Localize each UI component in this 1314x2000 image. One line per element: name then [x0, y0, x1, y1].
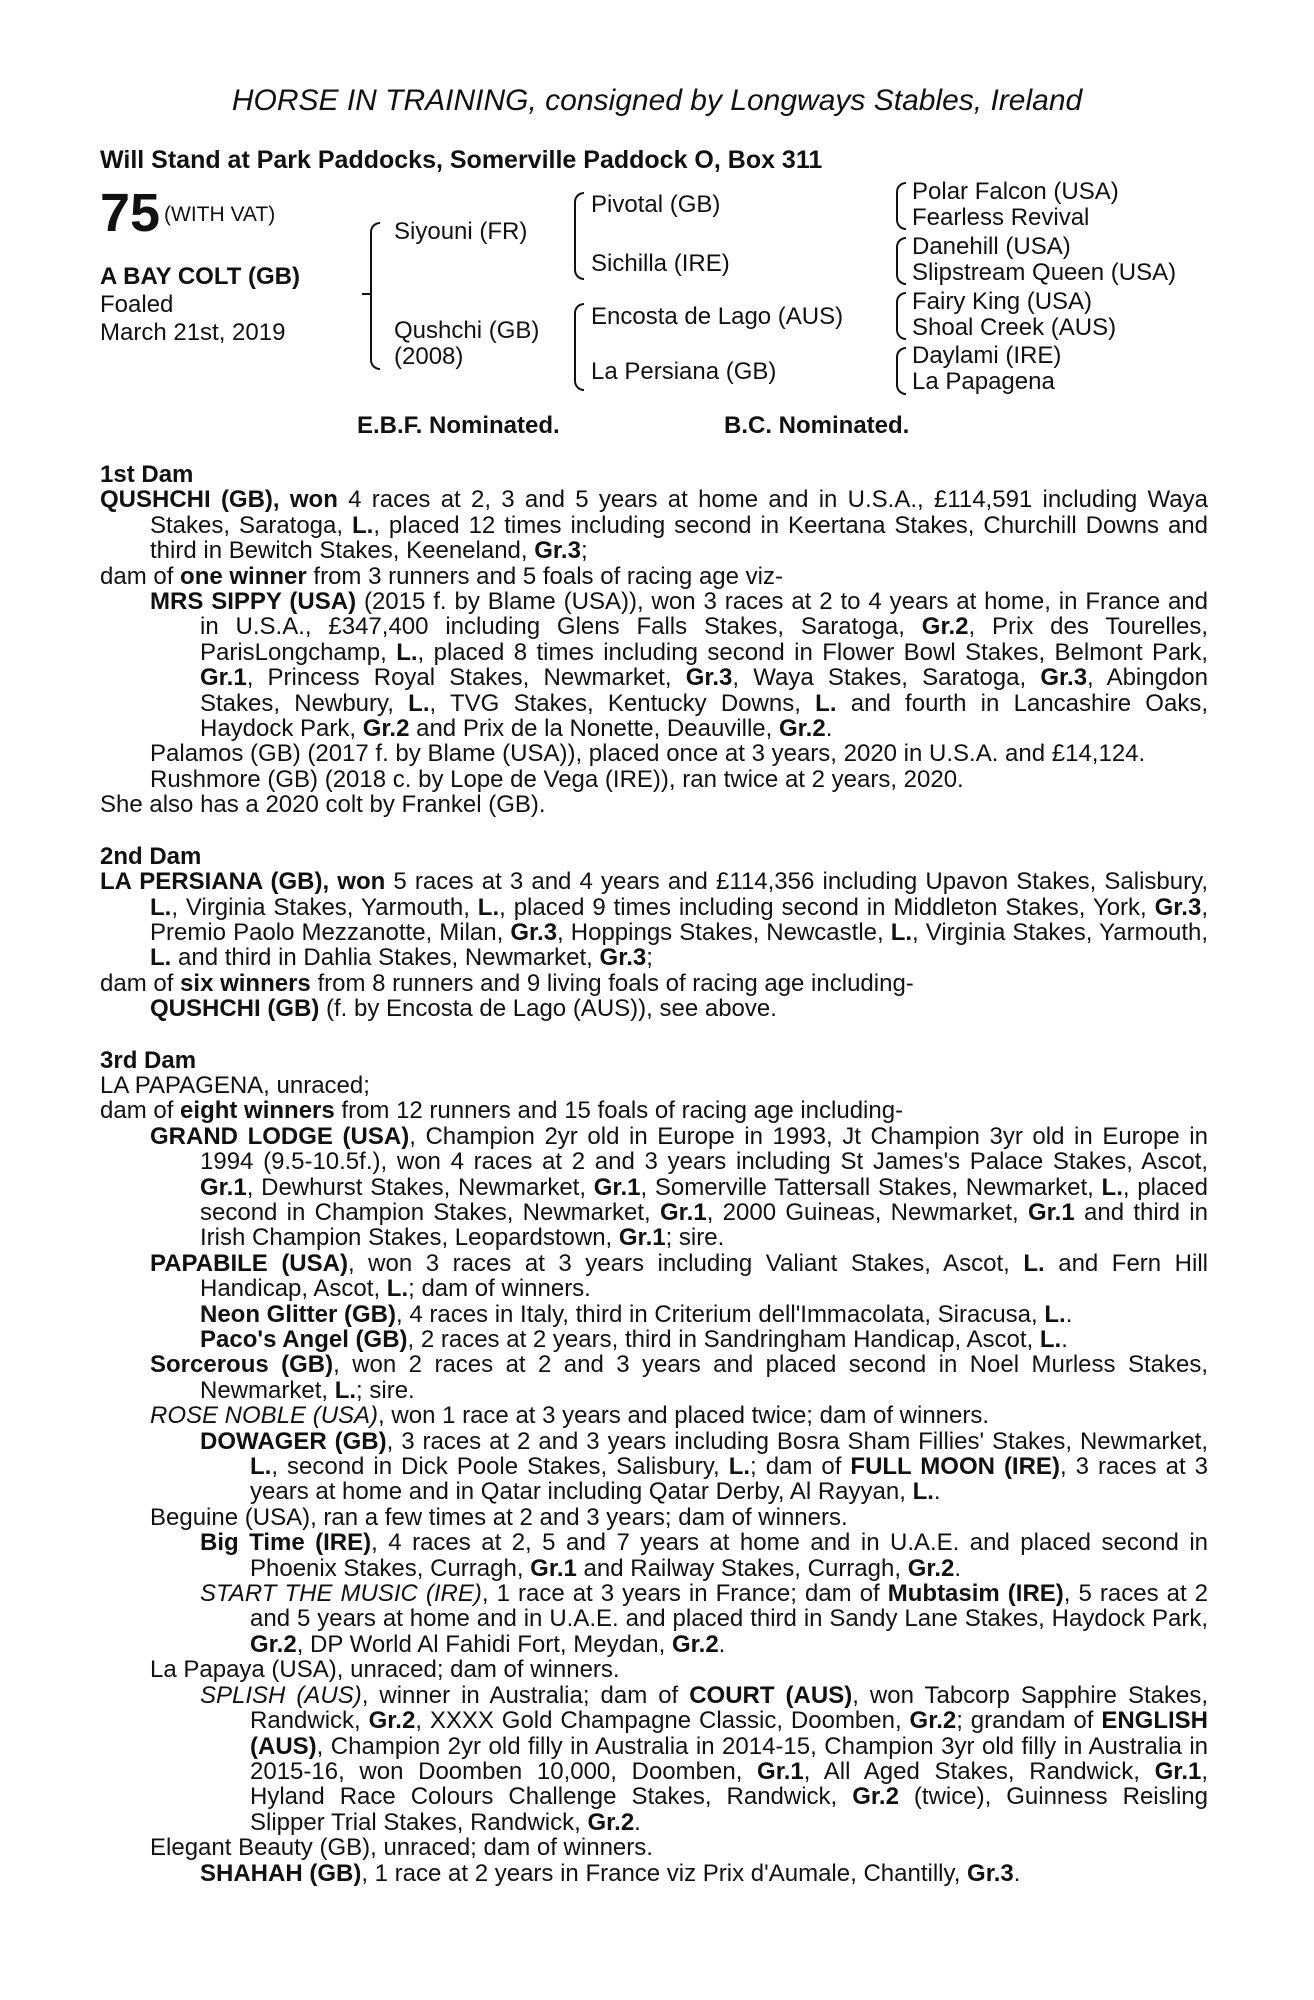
text-fragment: , 3 races at 2 and 3 years including Bosra Sham Fillies' Stakes, Newmarket,	[386, 1427, 1208, 1455]
produce-start-the-music	[100, 1581, 1208, 1657]
grade-label: L.	[815, 689, 837, 717]
dam: Qushchi (GB)	[394, 317, 540, 344]
second-dam-record	[100, 869, 1208, 971]
foaled-info	[100, 291, 285, 347]
text-fragment: and Railway Stakes, Curragh,	[576, 1554, 908, 1582]
text-fragment: dam of	[100, 562, 181, 590]
text-fragment: , 4 races at 2, 5 and 7 years at home and in U.A.E. and placed second in Phoenix Stakes, Curragh,	[250, 1529, 1208, 1582]
text-fragment: , 4 races in Italy, third in Criterium dell'Immacolata, Siracusa,	[396, 1300, 1045, 1328]
text-fragment: 4 races at 2, 3 and 5 years at home and in U.S.A., £114,591 including Waya Stakes, Saratoga,	[150, 486, 1208, 539]
text-fragment: , 3 races at 3 years at home and in Qatar including Qatar Derby, Al Rayyan,	[250, 1453, 1208, 1506]
produce-qushchi	[100, 996, 1208, 1021]
text-fragment: dam of	[100, 969, 181, 997]
grade-label: Gr.1	[757, 1757, 804, 1785]
grade-label: Gr.3	[1154, 893, 1202, 921]
second-dam-produce	[100, 971, 1208, 996]
text-fragment: , placed second in Champion Stakes, Newmarket,	[200, 1173, 1208, 1226]
produce-la-papaya: La Papaya (USA), unraced; dam of winners.	[150, 1656, 620, 1684]
text-fragment: , Hyland Race Colours Challenge Stakes, Randwick,	[250, 1757, 1209, 1811]
text-fragment: .	[954, 1554, 962, 1582]
text-fragment: , second in Dick Poole Stakes, Salisbury,	[271, 1453, 729, 1481]
grade-label: Gr.2	[909, 1707, 957, 1735]
produce-palamos: Palamos (GB) (2017 f. by Blame (USA)), placed once at 3 years, 2020 in U.S.A. and £14,124.	[150, 740, 1146, 768]
text-fragment: LA PERSIANA (GB), won	[100, 868, 386, 896]
ebf-nomination: E.B.F. Nominated.	[357, 412, 560, 439]
text-fragment: .	[634, 1808, 641, 1836]
text-fragment: , won 2 races at 2 and 3 years and placed second in Noel Murless Stakes, Newmarket,	[200, 1351, 1208, 1404]
dam-dam: La Persiana (GB)	[591, 358, 777, 385]
third-dam-heading: 3rd Dam	[100, 1046, 197, 1074]
text-fragment: Neon Glitter (GB)	[200, 1300, 396, 1328]
produce-dowager	[100, 1429, 1208, 1505]
produce-pacos-angel	[100, 1327, 1208, 1352]
text-fragment: 5 races at 3 and 4 years and £114,356 including Upavon Stakes, Salisbury,	[385, 868, 1208, 896]
foaled-date: March 21st, 2019	[100, 319, 286, 346]
grade-label: Gr.2	[368, 1707, 416, 1735]
text-fragment: .	[933, 1478, 941, 1506]
text-fragment: , 1 race at 3 years in France; dam of	[481, 1580, 888, 1608]
text-fragment: , Premio Paolo Mezzanotte, Milan,	[150, 893, 1208, 946]
grade-label: Gr.2	[907, 1554, 955, 1582]
brace-g56	[896, 292, 906, 340]
grade-label: Gr.1	[659, 1198, 707, 1226]
text-fragment: , 5 races at 2 and 5 years at home and in U.A.E. and placed third in Sandy Lane Stakes, Haydock Park,	[250, 1580, 1209, 1633]
produce-sorcerous	[100, 1352, 1208, 1403]
text-fragment: Big Time (IRE)	[200, 1529, 372, 1557]
family-details	[100, 462, 1208, 1886]
second-dam-heading: 2nd Dam	[100, 842, 202, 870]
text-fragment: ; dam of	[750, 1453, 851, 1481]
text-fragment: , DP World Al Fahidi Fort, Meydan,	[296, 1630, 672, 1658]
third-dam-produce	[100, 1098, 1208, 1123]
text-fragment: , Waya Stakes, Saratoga,	[732, 664, 1041, 692]
grade-label: Gr.1	[1154, 1757, 1202, 1785]
text-fragment: , Champion 2yr old filly in Australia in 2014-15, Champion 3yr old filly in Australia in 2015-16, won Doomben 10,000, Doomben,	[250, 1732, 1208, 1785]
text-fragment: COURT (AUS)	[689, 1681, 853, 1709]
text-fragment: ;	[580, 537, 588, 565]
text-fragment: Paco's Angel (GB)	[200, 1326, 408, 1353]
great-grandparent-8: La Papagena	[912, 368, 1055, 395]
sire-sire: Pivotal (GB)	[591, 191, 721, 218]
lot-number: 75	[100, 183, 161, 243]
produce-neon-glitter	[100, 1302, 1208, 1327]
grade-label: Gr.2	[921, 613, 969, 641]
great-grandparent-5: Fairy King (USA)	[912, 288, 1093, 315]
text-fragment: ; sire.	[356, 1376, 415, 1404]
produce-also: She also has a 2020 colt by Frankel (GB).	[100, 791, 546, 819]
first-dam-heading: 1st Dam	[100, 461, 194, 488]
grade-label: Gr.1	[200, 1173, 247, 1201]
great-grandparent-6: Shoal Creek (AUS)	[912, 314, 1117, 341]
vat-note: (WITH VAT)	[164, 203, 276, 226]
produce-mrs-sippy	[100, 589, 1208, 741]
produce-grand-lodge	[100, 1124, 1208, 1251]
text-fragment: and Prix de la Nonette, Deauville,	[409, 715, 779, 743]
text-fragment: from 12 runners and 15 foals of racing age including-	[334, 1097, 904, 1125]
grade-label: Gr.1	[593, 1173, 641, 1201]
text-fragment: , won 1 race at 3 years and placed twice; dam of winners.	[378, 1402, 990, 1430]
text-fragment: , winner in Australia; dam of	[361, 1681, 690, 1709]
text-fragment: , 2 races at 2 years, third in Sandringham Handicap, Ascot,	[407, 1326, 1040, 1353]
text-fragment: ; grandam of	[956, 1707, 1102, 1735]
text-fragment: dam of	[100, 1097, 181, 1125]
grade-label: Gr.1	[1028, 1198, 1075, 1226]
dam-name: QUSHCHI (GB), won	[100, 486, 338, 514]
stand-location: Will Stand at Park Paddocks, Somerville Paddock O, Box 311	[100, 146, 823, 174]
grade-label: L.	[1101, 1173, 1123, 1201]
grade-label: Gr.3	[534, 537, 581, 565]
produce-rushmore: Rushmore (GB) (2018 c. by Lope de Vega (IRE)), ran twice at 2 years, 2020.	[150, 765, 964, 793]
grade-label: Gr.3	[510, 918, 558, 946]
grade-label: L.	[396, 638, 418, 666]
grade-label: Gr.3	[685, 664, 733, 692]
grade-label: L.	[150, 893, 172, 921]
text-fragment: and Fern Hill Handicap, Ascot,	[200, 1249, 1209, 1303]
text-fragment: SPLISH (AUS)	[200, 1681, 362, 1709]
text-fragment: from 3 runners and 5 foals of racing age viz-	[306, 562, 783, 590]
grade-label: L.	[728, 1453, 751, 1481]
great-grandparent-7: Daylami (IRE)	[912, 342, 1062, 369]
grade-label: L.	[1039, 1326, 1062, 1353]
great-grandparent-4: Slipstream Queen (USA)	[912, 259, 1177, 286]
text-fragment: and third in Dahlia Stakes, Newmarket,	[171, 944, 600, 972]
text-fragment: .	[825, 715, 833, 743]
grade-label: Gr.2	[852, 1783, 899, 1811]
text-fragment: , All Aged Stakes, Randwick,	[803, 1757, 1155, 1785]
text-fragment: , Princess Royal Stakes, Newmarket,	[246, 664, 686, 692]
brace-g34	[896, 237, 906, 285]
text-fragment: GRAND LODGE (USA)	[150, 1122, 410, 1150]
text-fragment: QUSHCHI (GB)	[150, 995, 320, 1023]
text-fragment: , TVG Stakes, Kentucky Downs,	[429, 689, 816, 717]
grade-label: L.	[477, 893, 500, 921]
text-fragment: ; dam of winners.	[408, 1275, 591, 1303]
text-fragment: .	[1013, 1859, 1021, 1887]
great-grandparent-2: Fearless Revival	[912, 204, 1090, 231]
grade-label: Gr.2	[671, 1630, 719, 1658]
text-fragment: , placed 8 times including second in Flower Bowl Stakes, Belmont Park,	[417, 638, 1208, 666]
text-fragment: , Abingdon Stakes, Newbury,	[200, 664, 1208, 717]
text-fragment: , 1 race at 2 years in France viz Prix d'Aumale, Chantilly,	[361, 1859, 968, 1887]
produce-rose-noble	[100, 1403, 1208, 1428]
dam-sire: Encosta de Lago (AUS)	[591, 303, 844, 330]
grade-label: L.	[890, 918, 913, 946]
grade-label: L.	[351, 511, 374, 539]
text-fragment: eight winners	[180, 1097, 335, 1125]
brace-parents	[370, 222, 380, 370]
text-fragment: START THE MUSIC (IRE)	[200, 1580, 482, 1608]
grade-label: L.	[386, 1275, 409, 1303]
produce-big-time	[100, 1530, 1208, 1581]
produce-shahah	[100, 1861, 1208, 1886]
grade-label: Gr.2	[250, 1630, 297, 1658]
grade-label: Gr.3	[967, 1859, 1014, 1887]
text-fragment: PAPABILE (USA)	[150, 1249, 348, 1277]
third-dam-record: LA PAPAGENA, unraced;	[100, 1071, 370, 1099]
grade-label: Gr.2	[587, 1808, 635, 1836]
text-fragment: , Virginia Stakes, Yarmouth,	[912, 918, 1209, 946]
text-fragment: ;	[646, 944, 653, 972]
text-fragment: , won 3 races at 3 years including Valiant Stakes, Ascot,	[347, 1249, 1024, 1277]
text-fragment: ENGLISH (AUS)	[250, 1707, 1209, 1760]
text-fragment: .	[718, 1630, 726, 1658]
text-fragment: .	[1065, 1300, 1073, 1328]
text-fragment: , Dewhurst Stakes, Newmarket,	[246, 1173, 594, 1201]
text-fragment: , 2000 Guineas, Newmarket,	[706, 1198, 1028, 1226]
grade-label: L.	[1023, 1249, 1045, 1277]
text-fragment: Sorcerous (GB)	[150, 1351, 334, 1379]
text-fragment: ROSE NOBLE (USA)	[150, 1402, 379, 1430]
text-fragment: , Champion 2yr old in Europe in 1993, Jt Champion 3yr old in Europe in 1994 (9.5-10.5f.), won 4 races at 2 and 3 years including St James's Palace Stakes, Ascot,	[200, 1122, 1208, 1176]
grade-label: L.	[1044, 1300, 1066, 1328]
first-dam-record	[100, 487, 1208, 563]
grade-label: L.	[408, 689, 430, 717]
text-fragment: , Hoppings Stakes, Newcastle,	[557, 918, 891, 946]
brace-dam	[574, 303, 584, 391]
great-grandparent-3: Danehill (USA)	[912, 233, 1071, 260]
text-fragment: FULL MOON (IRE)	[850, 1453, 1060, 1481]
text-fragment: .	[1061, 1326, 1068, 1353]
brace-sire	[574, 192, 584, 280]
bc-nomination: B.C. Nominated.	[724, 412, 910, 439]
text-fragment: six winners	[180, 969, 311, 997]
grade-label: Gr.3	[1040, 664, 1088, 692]
brace-g78	[896, 347, 906, 395]
grade-label: Gr.1	[530, 1554, 577, 1582]
grade-label: Gr.1	[618, 1224, 666, 1252]
text-fragment: , Somerville Tattersall Stakes, Newmarket,	[640, 1173, 1102, 1201]
grade-label: Gr.3	[599, 944, 647, 972]
brace-parents-point	[362, 293, 370, 295]
text-fragment: ; sire.	[665, 1224, 725, 1252]
text-fragment: (2015 f. by Blame (USA)), won 3 races at 2 to 4 years at home, in France and in U.S.A., £347,400 including Glens Falls Stakes, Saratoga,	[200, 588, 1208, 641]
foaled-label: Foaled	[100, 291, 174, 318]
text-fragment: (f. by Encosta de Lago (AUS)), see above.	[319, 995, 777, 1023]
grade-label: Gr.2	[778, 715, 826, 743]
grade-label: L.	[912, 1478, 934, 1506]
text-fragment: Mubtasim (IRE)	[887, 1580, 1064, 1608]
produce-splish	[100, 1683, 1208, 1835]
page-header: HORSE IN TRAINING, consigned by Longways Stables, Ireland	[231, 84, 1083, 117]
horse-name: A BAY COLT (GB)	[100, 263, 301, 290]
sire: Siyouni (FR)	[394, 218, 528, 245]
text-fragment: , won Tabcorp Sapphire Stakes, Randwick,	[250, 1681, 1208, 1735]
text-fragment: , XXXX Gold Champagne Classic, Doomben,	[415, 1707, 910, 1735]
great-grandparent-1: Polar Falcon (USA)	[912, 178, 1119, 205]
text-fragment: and fourth in Lancashire Oaks, Haydock Park,	[200, 689, 1208, 743]
grade-label: L.	[334, 1376, 357, 1404]
text-fragment: and third in Irish Champion Stakes, Leopardstown,	[200, 1198, 1208, 1252]
dam-year: (2008)	[394, 343, 464, 370]
text-fragment: , Prix des Tourelles, ParisLongchamp,	[200, 613, 1208, 666]
first-dam-produce	[100, 564, 1208, 589]
text-fragment: MRS SIPPY (USA)	[150, 588, 357, 616]
brace-g12	[896, 182, 906, 230]
text-fragment: , placed 12 times including second in Keertana Stakes, Churchill Downs and third in Bewitch Stakes, Keeneland,	[150, 511, 1208, 565]
produce-elegant-beauty: Elegant Beauty (GB), unraced; dam of winners.	[150, 1834, 653, 1862]
text-fragment: DOWAGER (GB)	[200, 1427, 387, 1455]
grade-label: L.	[250, 1453, 272, 1481]
produce-papabile	[100, 1251, 1208, 1302]
text-fragment: SHAHAH (GB)	[200, 1859, 362, 1887]
grade-label: L.	[150, 944, 172, 972]
produce-beguine: Beguine (USA), ran a few times at 2 and 3 years; dam of winners.	[150, 1503, 848, 1531]
grade-label: Gr.2	[362, 715, 410, 743]
grade-label: Gr.1	[200, 664, 247, 692]
text-fragment: , Virginia Stakes, Yarmouth,	[171, 893, 478, 921]
text-fragment: from 8 runners and 9 living foals of racing age including-	[310, 969, 914, 997]
sire-dam: Sichilla (IRE)	[591, 250, 730, 277]
text-fragment: one winner	[180, 562, 307, 590]
text-fragment: , placed 9 times including second in Middleton Stakes, York,	[499, 893, 1155, 921]
text-fragment: (twice), Guinness Reisling Slipper Trial Stakes, Randwick,	[250, 1783, 1208, 1836]
